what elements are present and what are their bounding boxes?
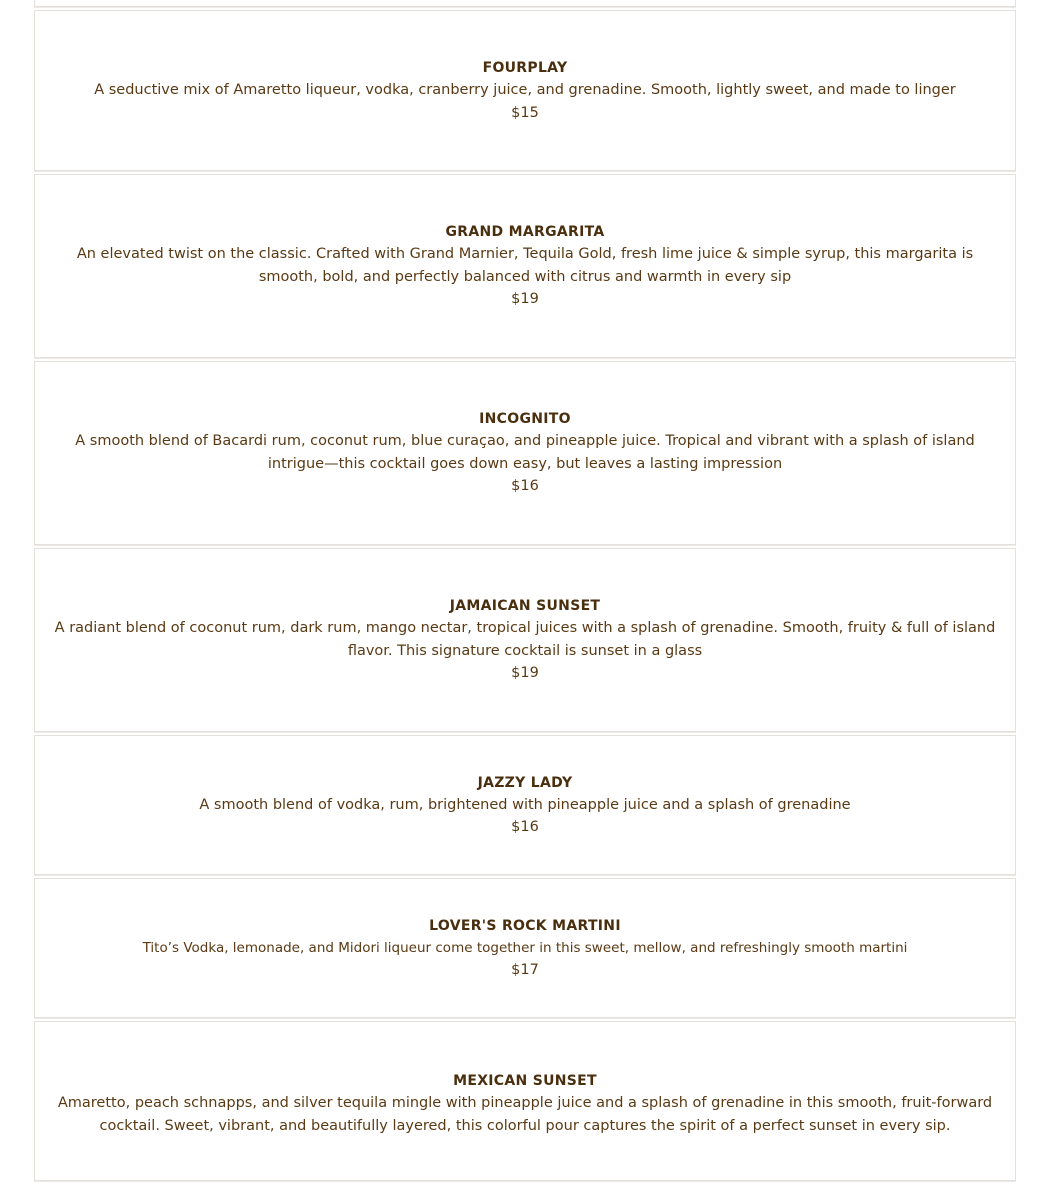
menu-item-description: A smooth blend of Bacardi rum, coconut rum, blue curaçao, and pineapple juice. Tropical and vibrant with a splash of island intrigue—this cocktail goes down easy, but leaves a lasting impression	[75, 433, 975, 472]
menu-item-card	[34, 10, 1016, 171]
menu-item-price: $19	[511, 291, 539, 308]
menu-item-price: $19	[511, 665, 539, 682]
menu-item-card	[34, 1021, 1016, 1181]
menu-item-description: Amaretto, peach schnapps, and silver tequila mingle with pineapple juice and a splash of grenadine in this smooth, fruit-forward cocktail. Sweet, vibrant, and beautifully layered, this colorful pour captures the spirit of a perfect sunset in every sip.	[57, 1095, 993, 1134]
menu-item-name: INCOGNITO	[479, 411, 571, 428]
menu-item-card	[34, 361, 1016, 545]
menu-item-name: FOURPLAY	[482, 60, 568, 76]
menu-item-card	[34, 174, 1016, 358]
menu-item-name: MEXICAN SUNSET	[453, 1073, 597, 1089]
menu-item-description: Tito’s Vodka, lemonade, and Midori liqueur come together in this sweet, mellow, and refreshingly smooth martini	[142, 939, 908, 956]
menu-item-name: JAMAICAN SUNSET	[449, 598, 601, 615]
menu-item-card-partial	[34, 0, 1016, 7]
menu-item-description: A smooth blend of vodka, rum, brightened with pineapple juice and a splash of grenadine	[199, 796, 851, 813]
menu-item-description: An elevated twist on the classic. Crafted with Grand Marnier, Tequila Gold, fresh lime juice & simple syrup, this margarita is smooth, bold, and perfectly balanced with citrus and warmth in every sip	[76, 246, 974, 285]
menu-item-name: JAZZY LADY	[477, 774, 573, 791]
menu-item-price: $17	[511, 962, 539, 978]
menu-item-card	[34, 548, 1016, 732]
menu-item-price: $16	[511, 478, 539, 495]
menu-item-card	[34, 878, 1016, 1018]
menu-item-name: LOVER'S ROCK MARTINI	[429, 917, 621, 934]
cocktail-menu-list	[34, 0, 1016, 1184]
menu-item-description: A radiant blend of coconut rum, dark rum, mango nectar, tropical juices with a splash of grenadine. Smooth, fruity & full of island flavor. This signature cocktail is sunset in a glass	[54, 620, 996, 659]
menu-item-card	[34, 735, 1016, 875]
menu-item-price: $15	[511, 104, 539, 121]
menu-item-name: GRAND MARGARITA	[445, 224, 605, 241]
menu-item-description: A seductive mix of Amaretto liqueur, vodka, cranberry juice, and grenadine. Smooth, lightly sweet, and made to linger	[94, 82, 956, 98]
menu-item-price: $16	[511, 819, 539, 835]
